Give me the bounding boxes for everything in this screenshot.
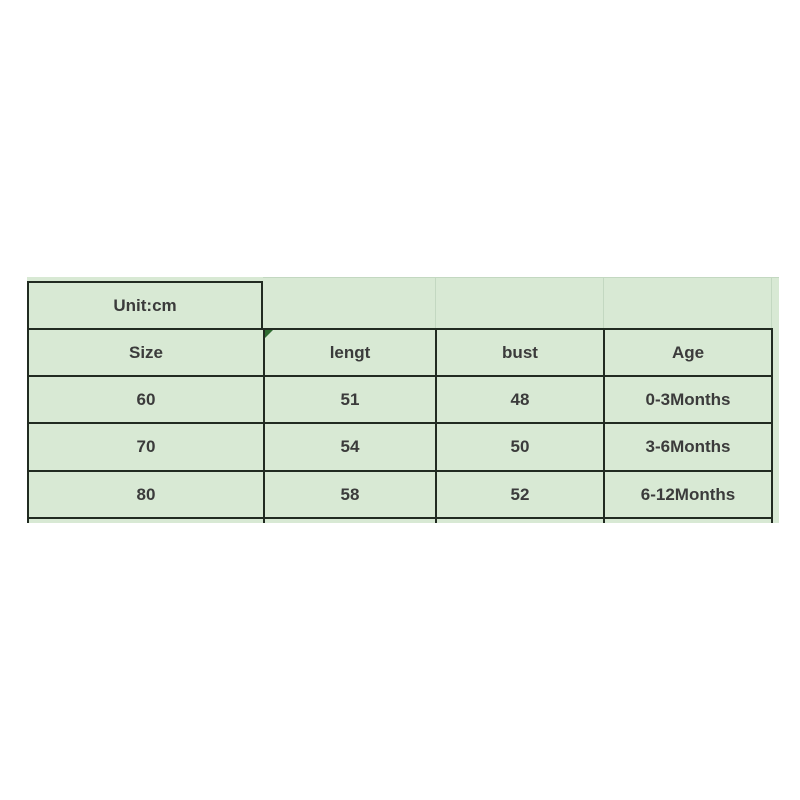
cutoff-row-border: [435, 517, 437, 523]
header-cell-size: Size: [28, 329, 264, 376]
unit-label-cell: [27, 281, 263, 328]
cell-length: 58: [264, 471, 436, 518]
gridline-horizontal: [263, 277, 779, 278]
cell-size: 60: [28, 376, 264, 423]
table-row: [28, 471, 772, 518]
cell-age: 3-6Months: [604, 423, 772, 471]
cutoff-row-border: [771, 517, 773, 523]
header-cell-bust: bust: [436, 329, 604, 376]
cell-bust: 48: [436, 376, 604, 423]
cell-size: 80: [28, 471, 264, 518]
cutoff-row-border: [27, 517, 29, 523]
cell-length: 51: [264, 376, 436, 423]
cell-size: 70: [28, 423, 264, 471]
cutoff-row-border: [263, 517, 265, 523]
gridline-vertical: [603, 277, 604, 328]
unit-label: Unit:cm: [113, 295, 177, 315]
table-row: [28, 423, 772, 471]
cell-bust: 50: [436, 423, 604, 471]
gridline-vertical: [771, 277, 772, 328]
cell-corner-marker-icon: [265, 330, 273, 338]
header-cell-length: lengt: [264, 329, 436, 376]
table-row: [28, 376, 772, 423]
table-header-row: [28, 329, 772, 376]
cell-length: 54: [264, 423, 436, 471]
cell-age: 6-12Months: [604, 471, 772, 518]
cell-age: 0-3Months: [604, 376, 772, 423]
gridline-vertical: [435, 277, 436, 328]
cutoff-row-border: [603, 517, 605, 523]
size-table: [27, 328, 773, 519]
spreadsheet-area: [27, 277, 779, 523]
header-cell-age: Age: [604, 329, 772, 376]
cell-bust: 52: [436, 471, 604, 518]
